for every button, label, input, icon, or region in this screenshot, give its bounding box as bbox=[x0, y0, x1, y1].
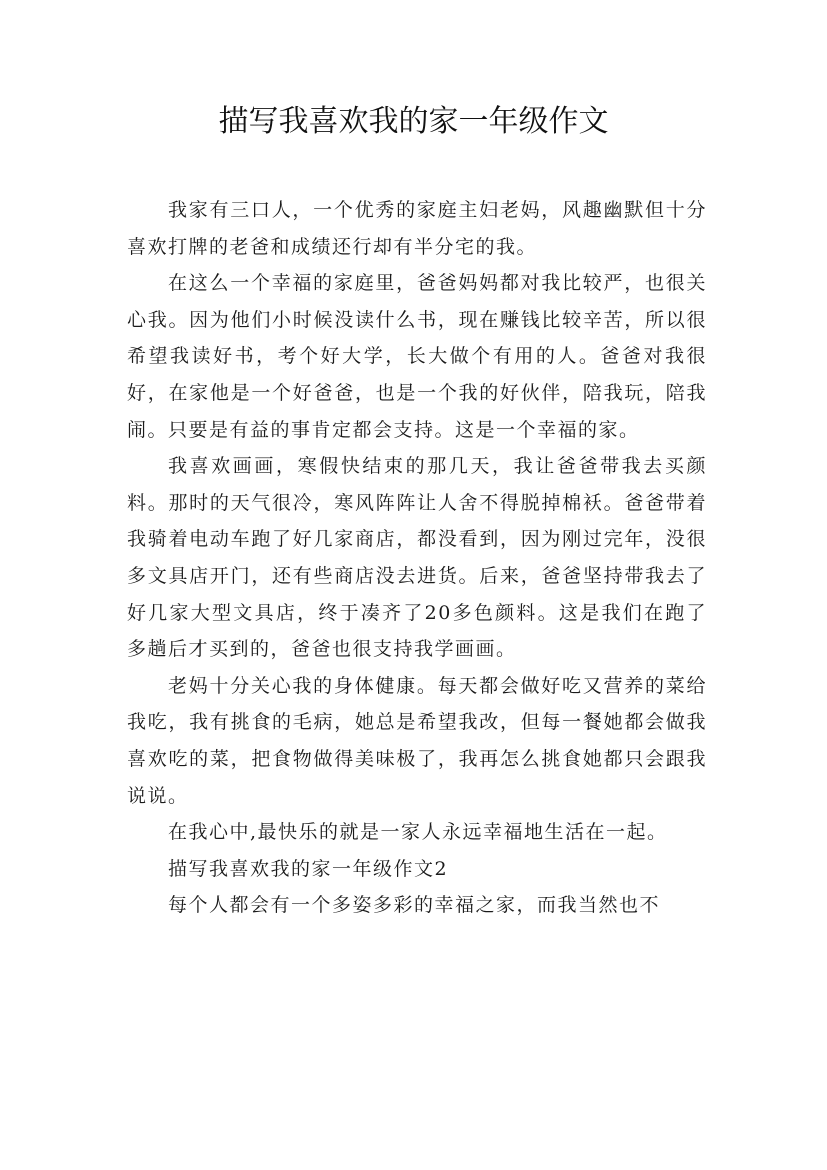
paragraph-happiest: 在我心中,最快乐的就是一家人永远幸福地生活在一起。 bbox=[168, 821, 668, 844]
paragraph-painting: 我喜欢画画，寒假快结束的那几天，我让爸爸带我去买颜料。那时的天气很冷，寒风阵阵让人舍不得脱掉棉袄。爸爸带着我骑着电动车跑了好几家商店，都没看到，因为刚过完年，没很多文具店开门，还有些商店没去进货。后来，爸爸坚持带我去了好几家大型文具店，终于凑齐了20多色颜料。这是我们在跑了多趟后才买到的，爸爸也很支持我学画画。 bbox=[127, 455, 707, 661]
paragraph-subtitle-2: 描写我喜欢我的家一年级作文2 bbox=[168, 857, 449, 880]
paragraph-mother-care: 老妈十分关心我的身体健康。每天都会做好吃又营养的菜给我吃，我有挑食的毛病，她总是希望我改，但每一餐她都会做我喜欢吃的菜，把食物做得美味极了，我再怎么挑食她都只会跟我说说。 bbox=[127, 674, 707, 807]
paragraph-family-members: 我家有三口人，一个优秀的家庭主妇老妈，风趣幽默但十分喜欢打牌的老爸和成绩还行却有半分宅的我。 bbox=[127, 199, 707, 258]
paragraph-essay-2-start: 每个人都会有一个多姿多彩的幸福之家，而我当然也不 bbox=[168, 894, 661, 917]
document-body bbox=[127, 192, 707, 924]
document-title: 描写我喜欢我的家一年级作文 bbox=[218, 104, 609, 139]
paragraph-happy-family: 在这么一个幸福的家庭里，爸爸妈妈都对我比较严，也很关心我。因为他们小时候没读什么书，现在赚钱比较辛苦，所以很希望我读好书，考个好大学，长大做个有用的人。爸爸对我很好，在家他是一个好爸爸，也是一个我的好伙伴，陪我玩，陪我闹。只要是有益的事肯定都会支持。这是一个幸福的家。 bbox=[127, 272, 707, 441]
